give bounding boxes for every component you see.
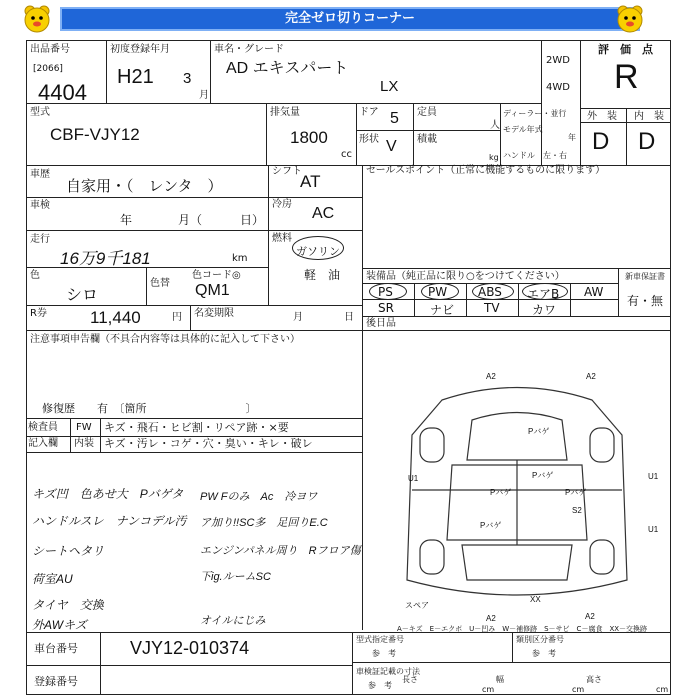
recycle-value: 11,440 xyxy=(90,308,141,327)
interior-items: キズ・汚レ・コゲ・穴・臭い・キレ・破レ xyxy=(104,437,313,450)
fuel-label: 燃料 xyxy=(272,233,292,244)
equip-tv: TV xyxy=(484,301,500,315)
lot-number: 4404 xyxy=(38,80,87,105)
first-reg-era: H21 xyxy=(117,66,154,88)
equip-ps: PS xyxy=(378,285,393,299)
equip-abs-circle xyxy=(472,283,514,300)
load-unit: kg xyxy=(489,153,499,162)
designation-label: 型式指定番号 xyxy=(356,635,404,644)
remark-2: ハンドルスレ ナンコデル汚 xyxy=(32,514,187,528)
equip-airbag: エアB xyxy=(527,287,560,301)
diag-mark-u1-rr: U1 xyxy=(648,525,659,534)
after-fit-label: 後日品 xyxy=(366,318,396,329)
equip-pw-circle xyxy=(421,283,459,300)
exterior-score: D xyxy=(592,128,610,155)
interior-score: D xyxy=(638,128,656,155)
history-label: 車歴 xyxy=(30,169,50,180)
remark-right-1: PW Fのみ Ac 冷ヨワ xyxy=(200,491,318,503)
fw-label: FW xyxy=(76,422,92,433)
fw-items: キズ・飛石・ヒビ割・リペア跡・×要 xyxy=(104,421,289,434)
car-name: AD エキスパート xyxy=(226,60,349,77)
name-change-day: 日 xyxy=(344,312,354,323)
lot-label: 出品番号 xyxy=(30,44,70,55)
height-unit: cm xyxy=(656,685,669,694)
equip-leather: カワ xyxy=(532,303,557,317)
designation-ref: 参 考 xyxy=(372,649,396,658)
diag-mark-p-lr: Pバゲ xyxy=(480,521,502,530)
diag-mark-p-roof: Pバゲ xyxy=(528,427,550,436)
diag-spare: スペア xyxy=(405,601,429,610)
score-label: 評 価 点 xyxy=(598,43,653,56)
fuel-circle-mark xyxy=(292,236,344,260)
repair-history: 修復歴 有 〔箇所 〕 xyxy=(42,402,257,415)
model-year-label: モデル年式 xyxy=(503,125,543,134)
model-label: 型式 xyxy=(30,107,50,118)
capacity-label: 定員 xyxy=(417,107,437,118)
diag-mark-a2-br: A2 xyxy=(585,612,595,621)
category-ref: 参 考 xyxy=(532,649,556,658)
dealer-label: ディーラー・並行 xyxy=(503,109,567,118)
mileage-unit: km xyxy=(232,253,248,264)
equip-ps-circle xyxy=(369,283,407,300)
diag-legend: A－キズ E－エクボ U－凹み W－補修跡 S－サビ C－腐食 XX－交換跡 xyxy=(397,625,648,633)
score-value: R xyxy=(614,58,639,96)
color-code-label: 色コード◎ xyxy=(192,270,241,281)
remark-right-2: ア加り!!SC多 足回りE.C xyxy=(200,517,328,529)
diag-mark-p-l: Pバゲ xyxy=(490,488,512,497)
interior-label: 内 装 xyxy=(634,111,664,122)
first-reg-month-unit: 月 xyxy=(199,90,209,101)
lot-code: [2066] xyxy=(33,64,63,74)
warranty-label: 新車保証書 xyxy=(625,272,665,281)
displacement-value: 1800 xyxy=(290,128,328,147)
load-label: 積載 xyxy=(417,134,437,145)
equipment-label: 装備品（純正品に限り○をつけてください） xyxy=(366,271,565,282)
length-unit: cm xyxy=(482,685,495,694)
model-year-unit: 年 xyxy=(568,133,576,142)
chassis-label: 車台番号 xyxy=(34,642,78,655)
shift-value: AT xyxy=(300,172,321,191)
equip-sr: SR xyxy=(378,301,394,315)
inspection-year: 年 xyxy=(120,213,133,227)
car-grade: LX xyxy=(380,78,399,95)
recycle-label: R券 xyxy=(30,308,47,319)
diag-mark-s2: S2 xyxy=(572,506,582,515)
color-value: シロ xyxy=(66,287,99,304)
diag-mark-u1-l: U1 xyxy=(408,474,419,483)
capacity-unit: 人 xyxy=(490,120,500,131)
doors-value: 5 xyxy=(390,110,399,127)
fuel-gasoline: ガソリン xyxy=(296,246,340,258)
first-reg-month: 3 xyxy=(183,70,192,87)
height-label: 高さ xyxy=(586,675,602,684)
chassis-value: VJY12-010374 xyxy=(130,638,250,658)
equip-abs: ABS xyxy=(478,285,502,299)
interior-row-label: 内装 xyxy=(74,438,94,449)
diag-mark-p-r: Pバゲ xyxy=(565,488,587,497)
warranty-value: 有・無 xyxy=(627,294,664,308)
inspection-month: 月（ xyxy=(178,213,203,227)
length-label: 長さ xyxy=(402,675,418,684)
name-change-month: 月 xyxy=(293,312,303,323)
diag-mark-u1-r: U1 xyxy=(648,472,659,481)
reg-no-label: 登録番号 xyxy=(34,675,78,688)
left-mascot-icon xyxy=(22,4,52,34)
page-title-banner: 完全ゼロ切りコーナー xyxy=(60,7,640,31)
shift-label: シフト xyxy=(272,166,302,177)
diag-mark-p-mid: Pバゲ xyxy=(532,471,554,480)
exterior-label: 外 装 xyxy=(587,111,617,122)
history-value: 自家用・（ レンタ ） xyxy=(66,178,223,195)
color-code-value: QM1 xyxy=(195,282,230,299)
name-change-label: 名変期限 xyxy=(194,308,234,319)
shape-label: 形状 xyxy=(359,134,379,145)
remark-4: 荷室AU xyxy=(32,572,73,586)
ac-label: 冷房 xyxy=(272,199,292,210)
ac-value: AC xyxy=(312,205,335,222)
selling-points-label: セールスポイント（正常に機能するものに限ります） xyxy=(366,165,606,176)
width-unit: cm xyxy=(572,685,585,694)
recycle-unit: 円 xyxy=(172,312,182,323)
remark-1: キズ凹 色あせ大 Pバゲタ xyxy=(32,487,184,501)
displacement-unit: cc xyxy=(341,149,352,160)
remark-3: シートヘタリ xyxy=(32,544,105,558)
equip-airbag-circle xyxy=(522,283,568,300)
doors-label: ドア xyxy=(359,107,379,118)
model-value: CBF-VJY12 xyxy=(50,125,140,144)
entry-label: 記入欄 xyxy=(28,438,58,449)
diag-mark-a2-tl: A2 xyxy=(486,372,496,381)
mileage-label: 走行 xyxy=(30,234,50,245)
color-label: 色 xyxy=(30,270,40,281)
category-label: 類別区分番号 xyxy=(516,635,564,644)
car-damage-diagram xyxy=(362,340,671,630)
remark-right-3: エンジンパネル周り Rフロア傷 xyxy=(200,545,361,557)
car-name-label: 車名・グレード xyxy=(214,44,284,55)
mileage-value: 16万9千181 xyxy=(60,249,151,268)
width-label: 幅 xyxy=(496,675,504,684)
remark-right-5: オイルにじみ xyxy=(200,615,266,627)
remark-6: 外AWキズ xyxy=(32,618,87,632)
drive-2wd: 2WD xyxy=(546,55,570,66)
equip-pw: PW xyxy=(428,285,448,299)
equip-navi: ナビ xyxy=(430,303,455,317)
notes-label: 注意事項申告欄（不具合内容等は具体的に記入して下さい） xyxy=(30,334,300,345)
shape-value: V xyxy=(386,138,397,155)
diag-mark-a2-tr: A2 xyxy=(586,372,596,381)
diag-mark-xx: XX xyxy=(530,595,541,604)
inspection-label: 車検 xyxy=(30,200,50,211)
remark-5: タイヤ 交換 xyxy=(32,598,104,612)
dims-label: 車検証記載の寸法 xyxy=(356,667,420,676)
inspector-label: 検査員 xyxy=(28,422,58,433)
diag-mark-a2-bl: A2 xyxy=(486,614,496,623)
drive-4wd: 4WD xyxy=(546,82,570,93)
right-mascot-icon xyxy=(615,4,645,34)
equip-aw: AW xyxy=(584,285,604,299)
displacement-label: 排気量 xyxy=(270,107,300,118)
inspection-day: 日） xyxy=(240,213,265,227)
paint-label: 色替 xyxy=(150,278,170,289)
first-reg-label: 初度登録年月 xyxy=(110,44,170,55)
dims-ref: 参 考 xyxy=(368,681,392,690)
fuel-diesel: 軽 油 xyxy=(304,268,341,282)
handle-label: ハンドル 左・右 xyxy=(503,151,567,160)
remark-right-4: 下ig.ルームSC xyxy=(200,571,271,583)
